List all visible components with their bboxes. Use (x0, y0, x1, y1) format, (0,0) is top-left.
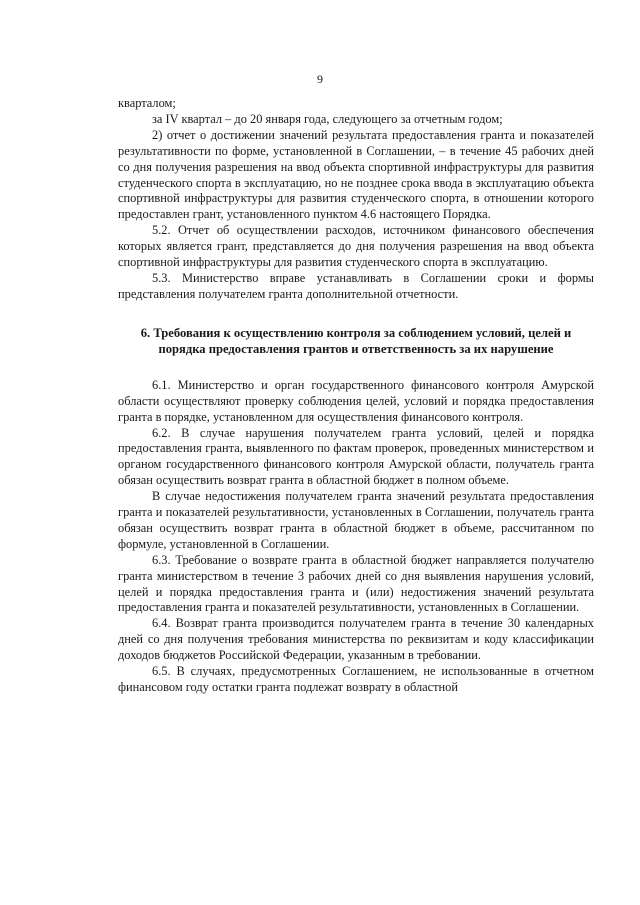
paragraph-6-1: 6.1. Министерство и орган государственного финансового контроля Амурской области осуществляют проверку соблюдения целей, условий и порядка предоставления гранта в порядке, установленном для осуществления финансового контроля. (118, 377, 594, 424)
paragraph-5-2: 5.2. Отчет об осуществлении расходов, источником финансового обеспечения которых является грант, представляется до дня получения разрешения на ввод объекта спортивной инфраструктуры для развития студенческого спорта в эксплуатацию. (118, 223, 594, 270)
paragraph-results-report: 2) отчет о достижении значений результата предоставления гранта и показателей результативности по форме, установленной в Соглашении, – в течение 45 рабочих дней со дня получения разрешения на ввод объекта спортивной инфраструктуры для развития студенческого спорта в эксплуатацию, но не позднее срока ввода в эксплуатацию объекта спортивной инфраструктуры для развития студенческого спорта, в отношении которого предоставлен грант, установленного пунктом 4.6 настоящего Порядка. (118, 127, 594, 222)
paragraph-6-2-shortfall: В случае недостижения получателем гранта значений результата предоставления гранта и показателей результативности, установленных в Соглашении, получатель гранта обязан осуществить возврат гранта в областной бюджет в объеме, рассчитанном по формуле, установленной в Соглашении. (118, 489, 594, 551)
page-number: 9 (317, 72, 323, 86)
paragraph-6-5: 6.5. В случаях, предусмотренных Соглашением, не использованные в отчетном финансовом году остатки гранта подлежат возврату в областной (118, 664, 594, 694)
paragraph-q4-deadline: за IV квартал – до 20 января года, следующего за отчетным годом; (152, 111, 503, 126)
paragraph-quarterly-end: кварталом; (118, 96, 176, 110)
paragraph-6-2: 6.2. В случае нарушения получателем гранта условий, целей и порядка предоставления гранта, выявленного по фактам проверок, проведенных министерством и органом государственного финансового контроля Амурской области, получатель гранта обязан осуществить возврат гранта в областной бюджет в полном объеме. (118, 425, 594, 488)
paragraph-6-3: 6.3. Требование о возврате гранта в областной бюджет направляется получателю гранта министерством в течение 3 рабочих дней со дня выявления нарушения условий, целей и порядка предоставления гранта и (или) недостижения значений результата предоставления гранта и показателей результативности, установленных в Соглашении. (118, 552, 594, 615)
paragraph-6-4: 6.4. Возврат гранта производится получателем гранта в течение 30 календарных дней со дня получения требования министерства по реквизитам и коду классификации доходов бюджетов Российской Федерации, указанным в требовании. (118, 616, 594, 663)
document-body (118, 96, 594, 696)
paragraph-5-3: 5.3. Министерство вправе устанавливать в Соглашении сроки и формы представления получателем гранта дополнительной отчетности. (118, 270, 594, 301)
section-6-heading: 6. Требования к осуществлению контроля за соблюдением условий, целей и порядка предоставления грантов и ответственность за их нарушение (140, 325, 572, 356)
